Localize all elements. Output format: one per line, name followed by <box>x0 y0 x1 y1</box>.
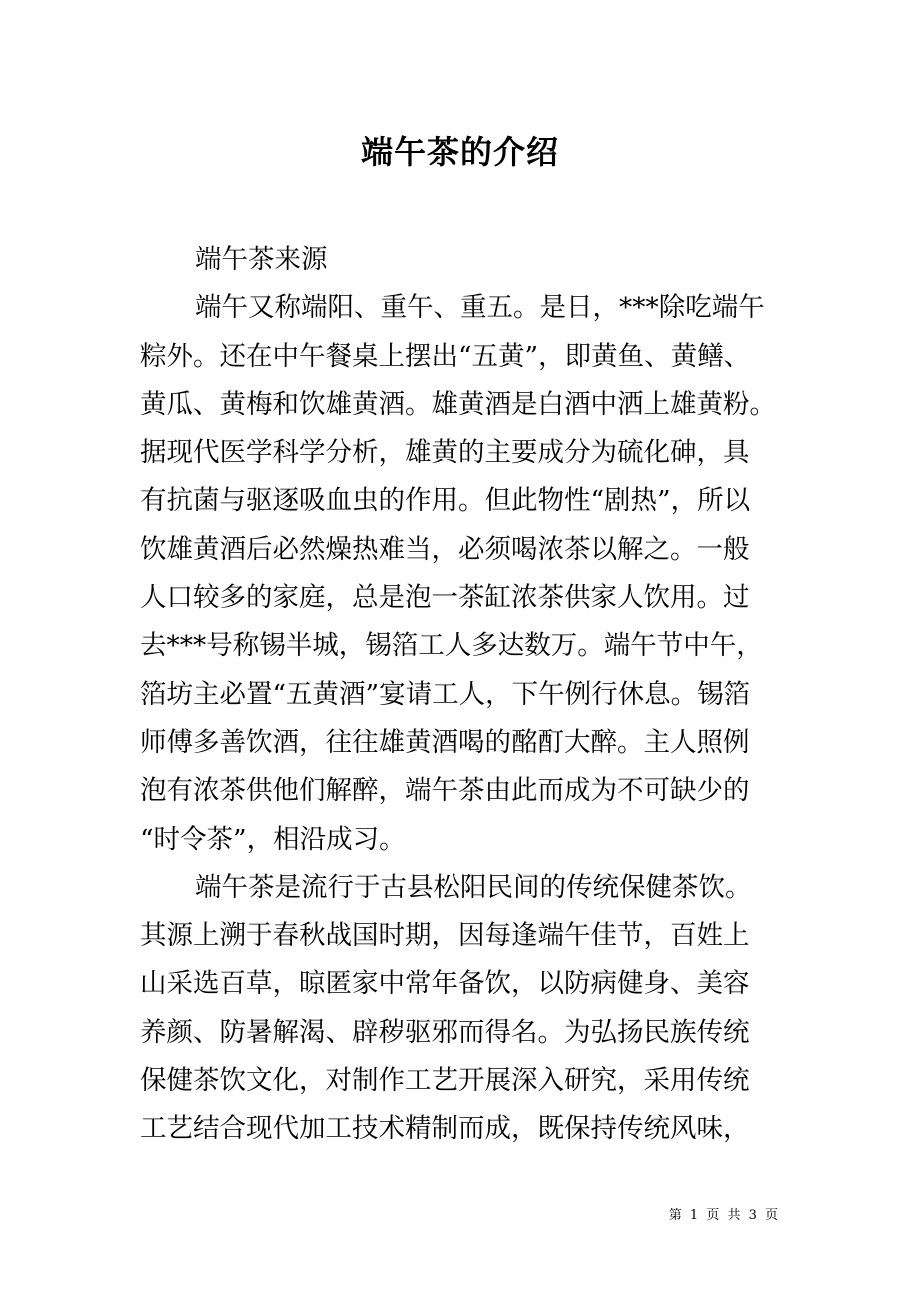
paragraph-line: 有抗菌与驱逐吸血虫的作用。但此物性“剧热”，所以 <box>140 485 751 517</box>
paragraph-line: 其源上溯于春秋战国时期，因每逢端午佳节，百姓上 <box>140 920 750 952</box>
paragraph-line: “时令茶”，相沿成习。 <box>140 823 406 855</box>
paragraph-line: 养颜、防暑解渴、辟秽驱邪而得名。为弘扬民族传统 <box>140 1016 750 1048</box>
paragraph-line: 去***号称锡半城，锡箔工人多达数万。端午节中午， <box>140 630 763 662</box>
paragraph-line: 粽外。还在中午餐桌上摆出“五黄”，即黄鱼、黄鳝、 <box>140 340 751 372</box>
paragraph-line: 泡有浓茶供他们解醉，端午茶由此而成为不可缺少的 <box>140 775 750 807</box>
paragraph-line: 端午又称端阳、重午、重五。是日，***除吃端午 <box>195 292 765 324</box>
paragraph-line: 师傅多善饮酒，往往雄黄酒喝的酩酊大醉。主人照例 <box>140 726 750 758</box>
paragraph-line: 据现代医学科学分析，雄黄的主要成分为硫化砷，具 <box>140 437 750 469</box>
document-body <box>140 236 790 1154</box>
document-title: 端午茶的介绍 <box>360 133 559 171</box>
paragraph-line: 保健茶饮文化，对制作工艺开展深入研究，采用传统 <box>140 1065 750 1097</box>
paragraph-line: 山采选百草，晾匿家中常年备饮，以防病健身、美容 <box>140 968 750 1000</box>
paragraph-line: 人口较多的家庭，总是泡一茶缸浓茶供家人饮用。过 <box>140 582 750 614</box>
paragraph-line: 端午茶是流行于古县松阳民间的传统保健茶饮。 <box>195 871 752 903</box>
paragraph-line: 黄瓜、黄梅和饮雄黄酒。雄黄酒是白酒中洒上雄黄粉。 <box>140 388 776 420</box>
paragraph-line: 工艺结合现代加工技术精制而成，既保持传统风味， <box>140 1113 750 1145</box>
paragraph-line: 箔坊主必置“五黄酒”宴请工人，下午例行休息。锡箔 <box>140 678 751 710</box>
page-number: 第 1 页 共 3 页 <box>668 1208 780 1223</box>
section-heading: 端午茶来源 <box>195 244 328 275</box>
paragraph-line: 饮雄黄酒后必然燥热难当，必须喝浓茶以解之。一般 <box>140 533 750 565</box>
